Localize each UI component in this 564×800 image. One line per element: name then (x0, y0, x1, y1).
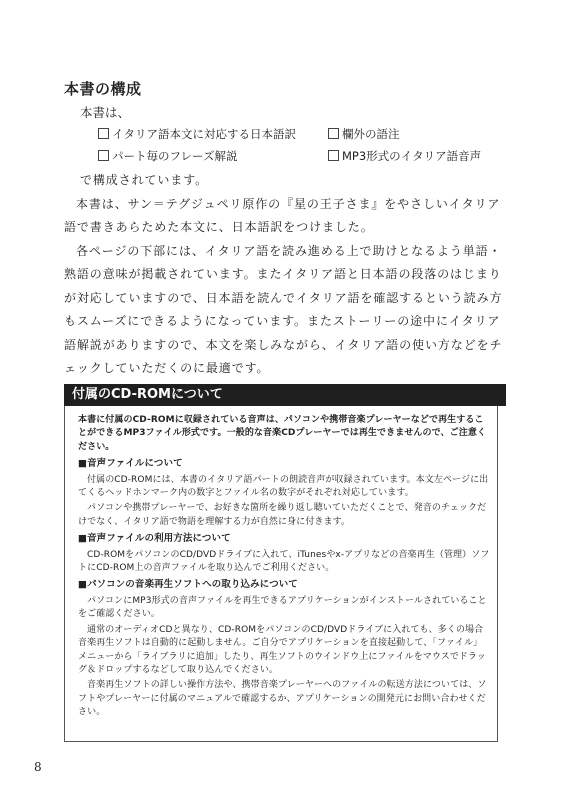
checklist-row (98, 148, 518, 170)
section-title: 本書の構成 (64, 80, 142, 98)
intro-text: 本書は、 (80, 105, 131, 120)
cd-paragraph: 付属のCD-ROMには、本書のイタリア語パートの朗読音声が収録されています。本文左ページに出てくるヘッドホンマーク内の数字とファイル名の数字がそれぞれ対応しています。 (78, 474, 489, 499)
body-paragraph: 本書は、サン＝テグジュペリ原作の『星の王子さま』をやさしいイタリア語で書きあらためた本文に、日本語訳をつけました。 (64, 196, 501, 234)
cd-paragraph: パソコンや携帯プレーヤーで、お好きな箇所を繰り返し聴いていただくことで、発音のチェックだけでなく、イタリア語で物語を理解する力が自然に身に付きます。 (78, 503, 487, 527)
cd-section-header: 付属のCD-ROMについて (64, 384, 506, 406)
checkbox-icon (328, 150, 339, 161)
checklist-item-label: イタリア語本文に対応する日本語訳 (112, 127, 296, 141)
checkbox-icon (98, 128, 109, 139)
cd-subheading: ■音声ファイルの利用方法について (78, 533, 231, 545)
checklist-item-label: 欄外の語注 (342, 127, 400, 141)
cd-subheading: ■音声ファイルについて (78, 458, 183, 470)
checkbox-icon (328, 128, 339, 139)
page-number: 8 (34, 760, 42, 774)
checklist-item (98, 126, 296, 142)
cd-subheading: ■パソコンの音楽再生ソフトへの取り込みについて (78, 579, 298, 591)
cd-paragraph: 通常のオーディオCDと異なり、CD-ROMをパソコンのCD/DVDドライブに入れても、多くの場合音楽再生ソフトは自動的に起動しません。ご自分でアプリケーションを直接起動して、「ファイル」メニューから「ライブラリに追加」したり、再生ソフトのウインドウ上にファイルをマウスでドラッグ＆ドロップするなどして取り込んでください。 (78, 624, 486, 675)
cd-paragraph: パソコンにMP3形式の音声ファイルを再生できるアプリケーションがインストールされていることをご確認ください。 (78, 595, 487, 620)
section-body (64, 169, 504, 381)
checklist-row (98, 126, 518, 148)
checklist-item (98, 148, 237, 164)
checkbox-icon (98, 150, 109, 161)
contents-checklist (98, 126, 518, 170)
checklist-item (328, 148, 481, 164)
body-paragraph: で構成されています。 (80, 173, 209, 187)
body-paragraph: 各ページの下部には、イタリア語を読み進める上で助けとなるよう単語・熟語の意味が掲載されています。またイタリア語と日本語の段落のはじまりが対応していますので、日本語を読んでイタリア語を確認するという読み方もスムーズにできるようになっています。またストーリーの途中にイタリア語解説がありますので、本文を楽しみながら、イタリア語の使い方などをチェックしていただくのに最適です。 (64, 243, 503, 375)
cd-lead-text: 本書に付属のCD-ROMに収録されている音声は、パソコンや携帯音楽プレーヤーなどで再生することができるMP3ファイル形式です。一般的な音楽CDプレーヤーでは再生できませんので、ご注意ください。 (78, 415, 487, 452)
checklist-item-label: パート毎のフレーズ解説 (112, 149, 238, 163)
checklist-item-label: MP3形式のイタリア語音声 (342, 149, 482, 163)
checklist-item (328, 126, 400, 142)
cd-section-content (78, 414, 490, 722)
cd-paragraph: 音楽再生ソフトの詳しい操作方法や、携帯音楽プレーヤーへのファイルの転送方法については、ソフトやプレーヤーに付属のマニュアルで確認するか、アプリケーションの開発元にお問い合わせください。 (78, 680, 487, 718)
cd-paragraph: CD-ROMをパソコンのCD/DVDドライブに入れて、iTunesやx-アプリなどの音楽再生（管理）ソフトにCD-ROM上の音声ファイルを取り込んでご利用ください。 (78, 549, 490, 574)
